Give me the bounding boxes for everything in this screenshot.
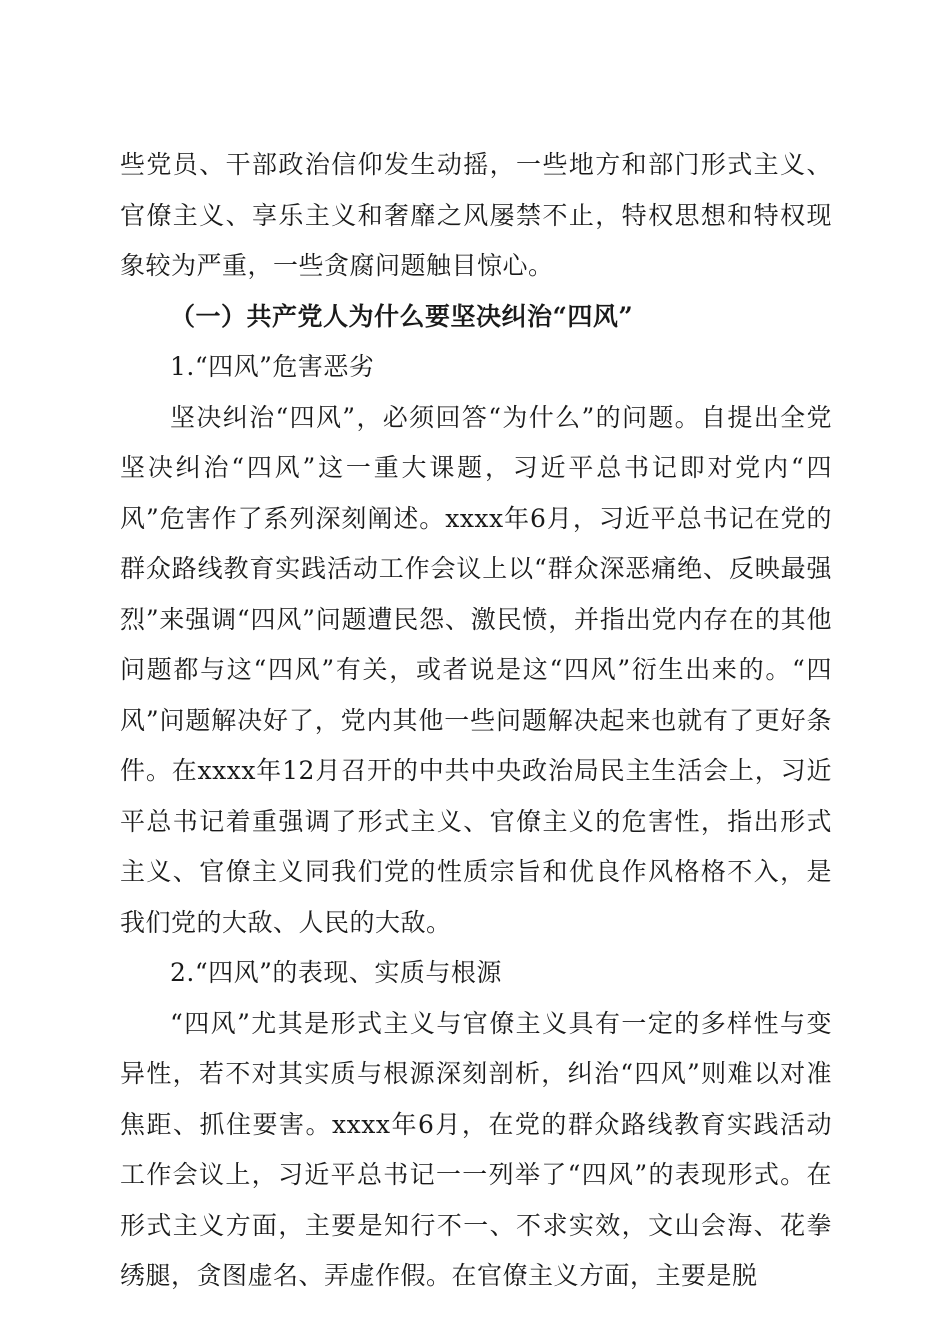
subheading-1: 1.“四风”危害恶劣 xyxy=(170,352,375,381)
paragraph-harm: 坚决纠治“四风”，必须回答“为什么”的问题。自提出全党坚决纠治“四风”这一重大课题，习近平总书记即对党内“四风”危害作了系列深刻阐述。xxxx年6月，习近平总书记在党的群众路线教育实践活动工作会议上以“群众深恶痛绝、反映最强烈”来强调“四风”问题遭民怨、激民愤，并指出党内存在的其他问题都与这“四风”有关，或者说是这“四风”衍生出来的。“四风”问题解决好了，党内其他一些问题解决起来也就有了更好条件。在xxxx年12月召开的中共中央政治局民主生活会上，习近平总书记着重强调了形式主义、官僚主义的危害性，指出形式主义、官僚主义同我们党的性质宗旨和优良作风格格不入，是我们党的大敌、人民的大敌。 xyxy=(120,402,832,937)
paragraph-continued: 些党员、干部政治信仰发生动摇，一些地方和部门形式主义、官僚主义、享乐主义和奢靡之风屡禁不止，特权思想和特权现象较为严重，一些贪腐问题触目惊心。 xyxy=(120,150,832,280)
document-body xyxy=(120,140,832,1302)
paragraph-manifestation: “四风”尤其是形式主义与官僚主义具有一定的多样性与变异性，若不对其实质与根源深刻剖析，纠治“四风”则难以对准焦距、抓住要害。xxxx年6月，在党的群众路线教育实践活动工作会议上，习近平总书记一一列举了“四风”的表现形式。在形式主义方面，主要是知行不一、不求实效，文山会海、花拳绣腿，贪图虚名、弄虚作假。在官僚主义方面，主要是脱 xyxy=(120,1008,832,1290)
subheading-2: 2.“四风”的表现、实质与根源 xyxy=(170,958,502,987)
section-heading: （一）共产党人为什么要坚决纠治“四风” xyxy=(170,301,634,331)
